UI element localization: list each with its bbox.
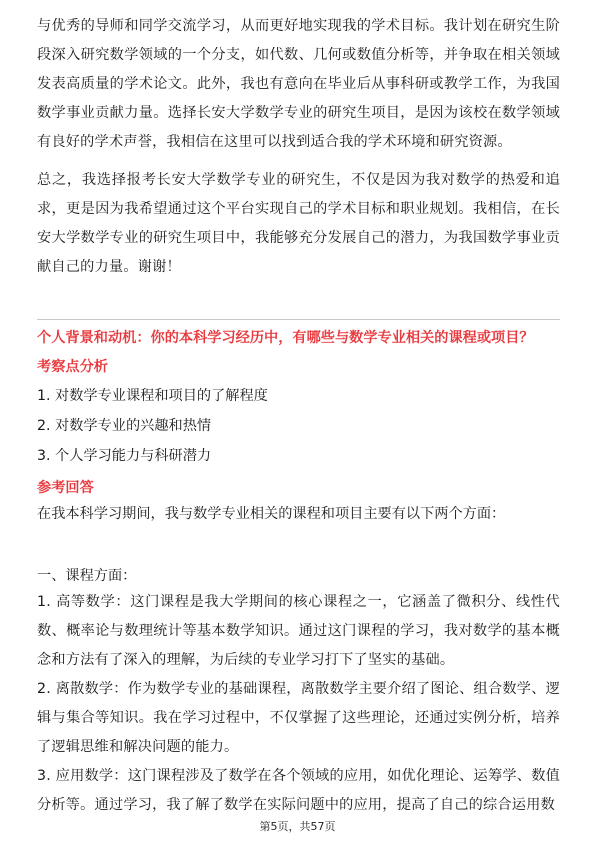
answer-title: 参考回答 xyxy=(37,480,94,496)
interview-question: 个人背景和动机：你的本科学习经历中，有哪些与数学专业相关的课程或项目？ xyxy=(37,330,534,346)
course-item: 1. 高等数学：这门课程是我大学期间的核心课程之一，它涵盖了微积分、线性代数、概率论与数理统计等基本数学知识。通过这门课程的学习，我对数学的基本概念和方法有了深入的理解，为后续的专业学习打下了坚实的基础。 xyxy=(37,594,560,668)
course-item: 2. 离散数学：作为数学专业的基础课程，离散数学主要介绍了图论、组合数学、逻辑与集合等知识。我在学习过程中，不仅掌握了这些理论，还通过实例分析，培养了逻辑思维和解决问题的能力。 xyxy=(37,681,560,755)
section-divider xyxy=(37,319,560,320)
course-item: 3. 应用数学：这门课程涉及了数学在各个领域的应用，如优化理论、运筹学、数值分析等。通过学习，我了解了数学在实际问题中的应用，提高了自己的综合运用数 xyxy=(37,768,560,813)
answer-intro: 在我本科学习期间，我与数学专业相关的课程和项目主要有以下两个方面： xyxy=(37,506,506,522)
page-number: 第5页，共57页 xyxy=(259,820,336,833)
analysis-title: 考察点分析 xyxy=(37,359,108,375)
body-paragraph-1: 与优秀的导师和同学交流学习，从而更好地实现我的学术目标。我计划在研究生阶段深入研究数学领域的一个分支，如代数、几何或数值分析等，并争取在相关领域发表高质量的学术论文。此外，我也有意向在毕业后从事科研或教学工作，为我国数学事业贡献力量。选择长安大学数学专业的研究生项目，是因为该校在数学领域有良好的学术声誉，我相信在这里可以找到适合我的学术环境和研究资源。 xyxy=(37,18,560,150)
analysis-point: 1. 对数学专业课程和项目的了解程度 xyxy=(37,388,268,404)
courses-heading: 一、课程方面： xyxy=(37,568,137,584)
course-list xyxy=(37,588,560,820)
analysis-point: 2. 对数学专业的兴趣和热情 xyxy=(37,418,212,434)
analysis-point: 3. 个人学习能力与科研潜力 xyxy=(37,448,212,464)
body-paragraph-2: 总之，我选择报考长安大学数学专业的研究生，不仅是因为我对数学的热爱和追求，更是因为我希望通过这个平台实现自己的学术目标和职业规划。我相信，在长安大学数学专业的研究生项目中，我能够充分发展自己的潜力，为我国数学事业贡献自己的力量。谢谢！ xyxy=(37,172,560,275)
